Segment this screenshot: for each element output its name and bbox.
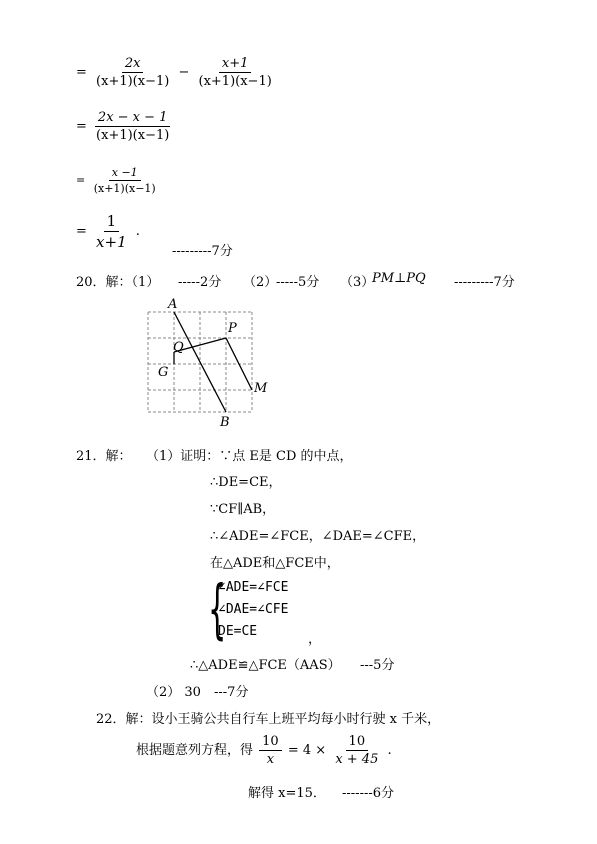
fraction	[91, 166, 159, 195]
q22-solution: 解得 x=15．	[248, 786, 326, 801]
point-label-g: G	[158, 365, 169, 380]
score-mark: -----2分	[178, 275, 222, 290]
point-label-m: M	[254, 381, 268, 396]
period: .	[135, 224, 140, 239]
fraction-denominator: (x+1)(x−1)	[198, 74, 272, 89]
q22-equation-line	[136, 734, 392, 767]
step2-line	[76, 110, 174, 143]
point-label-q: Q	[173, 340, 184, 355]
q21-line2: ∴DE=CE，	[210, 475, 282, 490]
system-line-2: ∠DAE=∠CFE	[218, 602, 289, 617]
step1-line	[76, 56, 277, 89]
left-brace: {	[208, 573, 227, 647]
point-label-a: A	[168, 297, 178, 312]
fraction-2	[196, 56, 275, 89]
q20-part3: （3）	[340, 275, 375, 290]
fraction-denominator: (x+1)(x−1)	[93, 182, 156, 195]
q22-label: 22．解：设小王骑公共自行车上班平均每小时行驶 x 千米，	[96, 712, 441, 727]
q21-conclusion: ∴△ADE≌△FCE（AAS）	[190, 658, 341, 673]
equals-sign: =	[76, 173, 86, 187]
system-line-3: DE=CE	[218, 624, 258, 639]
equals-sign: =	[76, 119, 87, 134]
q20-line	[76, 271, 159, 290]
score-mark: ---5分	[360, 658, 395, 673]
q22-intro: 根据题意列方程，得	[136, 743, 254, 758]
score-mark: ---------7分	[172, 244, 233, 259]
fraction-numerator: x −1	[109, 166, 141, 181]
fraction	[93, 110, 172, 143]
step3-line	[76, 166, 161, 195]
fraction-numerator: 10	[259, 734, 282, 751]
q20-answer3: PM⊥PQ	[372, 271, 426, 286]
system-comma: ，	[308, 632, 322, 647]
q21-line4: ∴∠ADE=∠FCE，∠DAE=∠CFE，	[210, 529, 426, 544]
fraction-numerator: 10	[346, 734, 369, 751]
q21-line3: ∵CF∥AB，	[210, 502, 276, 517]
q21-part1: （1）证明：∵点 E是 CD 的中点，	[146, 449, 353, 464]
score-mark: ---7分	[214, 685, 249, 700]
fraction-left	[259, 734, 282, 767]
grid-figure	[140, 296, 280, 430]
score-mark: ---------7分	[454, 275, 515, 290]
fraction-numerator: 1	[104, 212, 120, 232]
fraction-denominator: (x+1)(x−1)	[96, 128, 170, 143]
q20-part2: （2）	[243, 275, 278, 290]
minus-sign: −	[178, 65, 190, 80]
fraction-denominator: (x+1)(x−1)	[96, 74, 170, 89]
equation-middle: = 4 ×	[287, 743, 327, 758]
equals-sign: =	[76, 224, 87, 239]
q20-label: 20．解：（1）	[76, 275, 160, 290]
fraction	[93, 212, 130, 251]
fraction-denominator: x+1	[96, 233, 127, 251]
period: .	[387, 743, 392, 758]
point-label-p: P	[228, 321, 237, 336]
fraction-numerator: 2x − x − 1	[95, 110, 171, 127]
fraction-numerator: 2x	[122, 56, 144, 73]
fraction-denominator: x	[266, 752, 275, 767]
score-mark: -------6分	[342, 786, 395, 801]
fraction-right	[332, 734, 381, 767]
q21-part2: （2） 30	[146, 685, 201, 700]
score-mark: -----5分	[276, 275, 320, 290]
equals-sign: =	[76, 65, 87, 80]
system-line-1: ∠ADE=∠FCE	[218, 580, 289, 595]
q21-line5: 在△ADE和△FCE中，	[210, 556, 340, 571]
step4-line	[76, 212, 140, 251]
fraction-numerator: x+1	[219, 56, 252, 73]
q21-label: 21．解：	[76, 449, 132, 464]
fraction-1	[93, 56, 172, 89]
point-label-b: B	[220, 415, 230, 430]
fraction-denominator: x + 45	[335, 752, 379, 767]
